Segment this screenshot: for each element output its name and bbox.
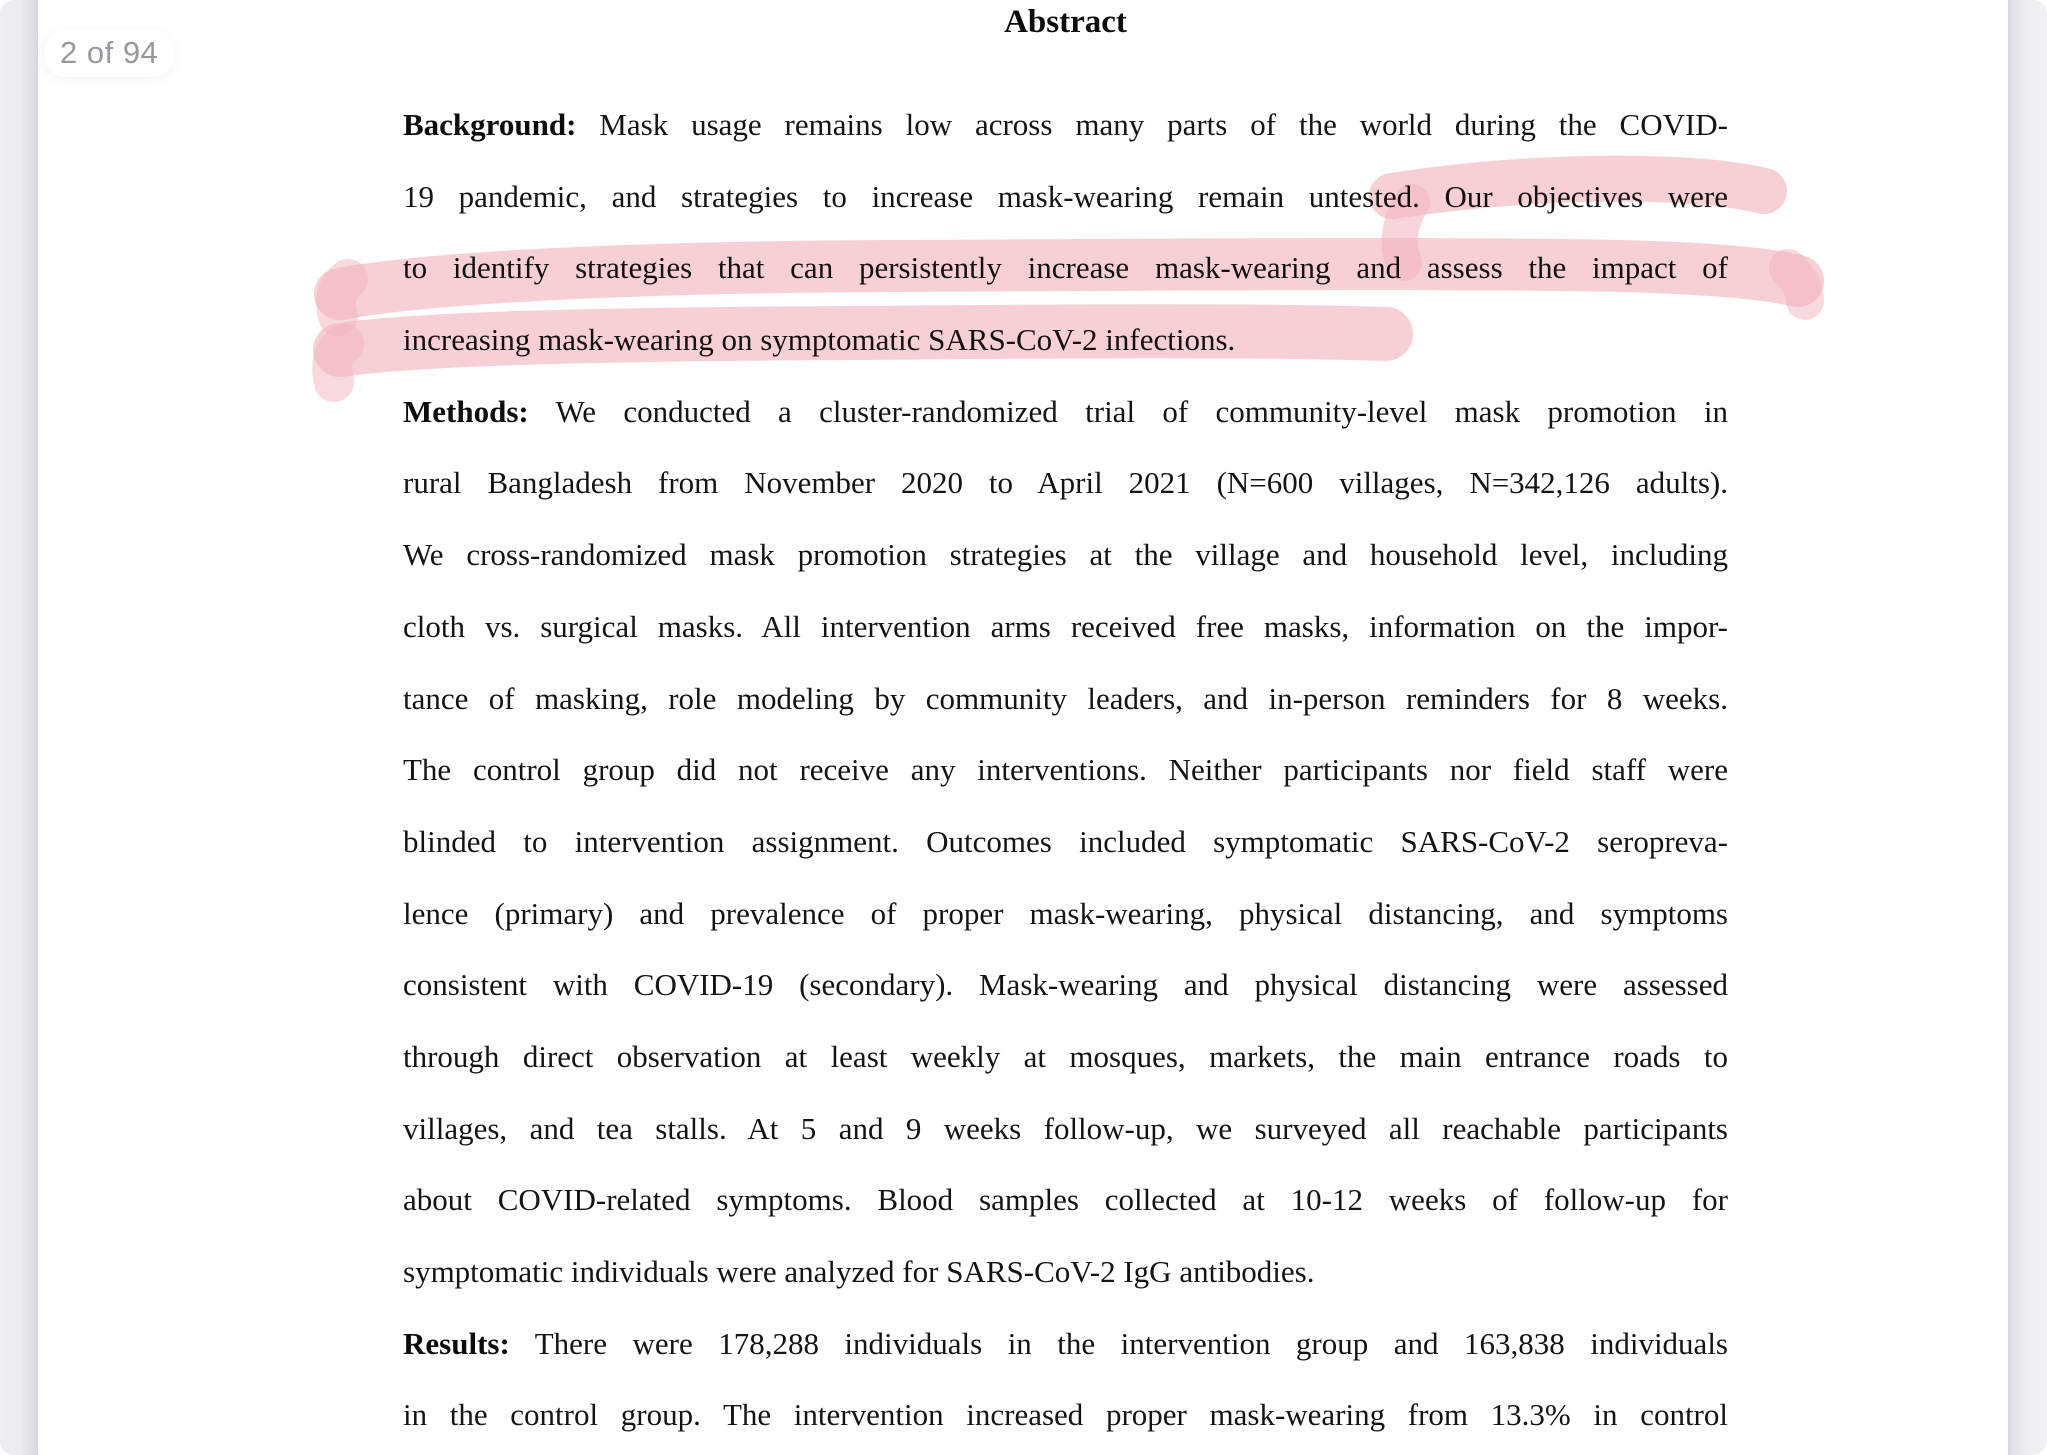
text-line: Results: There were 178,288 individuals in the intervention group and 163,838 individuals (403, 1325, 1728, 1361)
text-line: consistent with COVID-19 (secondary). Mask-wearing and physical distancing were assessed (403, 967, 1728, 1003)
abstract-title: Abstract (1004, 4, 1127, 40)
text-line: The control group did not receive any interventions. Neither participants nor field staff were (403, 752, 1728, 788)
section-label: Results: (403, 1325, 510, 1361)
page-indicator: 2 of 94 (44, 30, 174, 77)
text-line: increasing mask-wearing on symptomatic SARS-CoV-2 infections. (403, 322, 1236, 358)
text-line: cloth vs. surgical masks. All intervention arms received free masks, information on the impor- (403, 608, 1728, 644)
text-line: symptomatic individuals were analyzed for SARS-CoV-2 IgG antibodies. (403, 1254, 1315, 1289)
text-line: in the control group. The intervention increased proper mask-wearing from 13.3% in control (403, 1397, 1728, 1433)
text-line: about COVID-related symptoms. Blood samples collected at 10-12 weeks of follow-up for (403, 1182, 1728, 1218)
text-line: rural Bangladesh from November 2020 to April 2021 (N=600 villages, N=342,126 adults). (403, 465, 1728, 501)
section-label: Background: (403, 107, 577, 142)
text-line: lence (primary) and prevalence of proper mask-wearing, physical distancing, and symptoms (403, 895, 1728, 931)
pdf-page[interactable] (38, 0, 2008, 1455)
viewer-background-left (0, 0, 38, 1455)
text-line: villages, and tea stalls. At 5 and 9 weeks follow-up, we surveyed all reachable participants (403, 1110, 1728, 1146)
text-line: tance of masking, role modeling by community leaders, and in-person reminders for 8 weeks. (403, 680, 1728, 716)
section-label: Methods: (403, 393, 529, 429)
text-line: Background: Mask usage remains low across many parts of the world during the COVID- (403, 107, 1728, 142)
text-line: 19 pandemic, and strategies to increase mask-wearing remain untested. Our objectives were (403, 178, 1728, 214)
viewer-background-right (2008, 0, 2047, 1455)
text-line: through direct observation at least weekly at mosques, markets, the main entrance roads to (403, 1038, 1728, 1074)
text-line: to identify strategies that can persistently increase mask-wearing and assess the impact of (403, 250, 1728, 286)
text-line: Methods: We conducted a cluster-randomized trial of community-level mask promotion in (403, 393, 1728, 429)
abstract-column (403, 0, 1728, 1451)
text-line: We cross-randomized mask promotion strategies at the village and household level, including (403, 537, 1728, 573)
abstract-body (403, 89, 1728, 1451)
text-line: blinded to intervention assignment. Outcomes included symptomatic SARS-CoV-2 seropreva- (403, 823, 1728, 859)
